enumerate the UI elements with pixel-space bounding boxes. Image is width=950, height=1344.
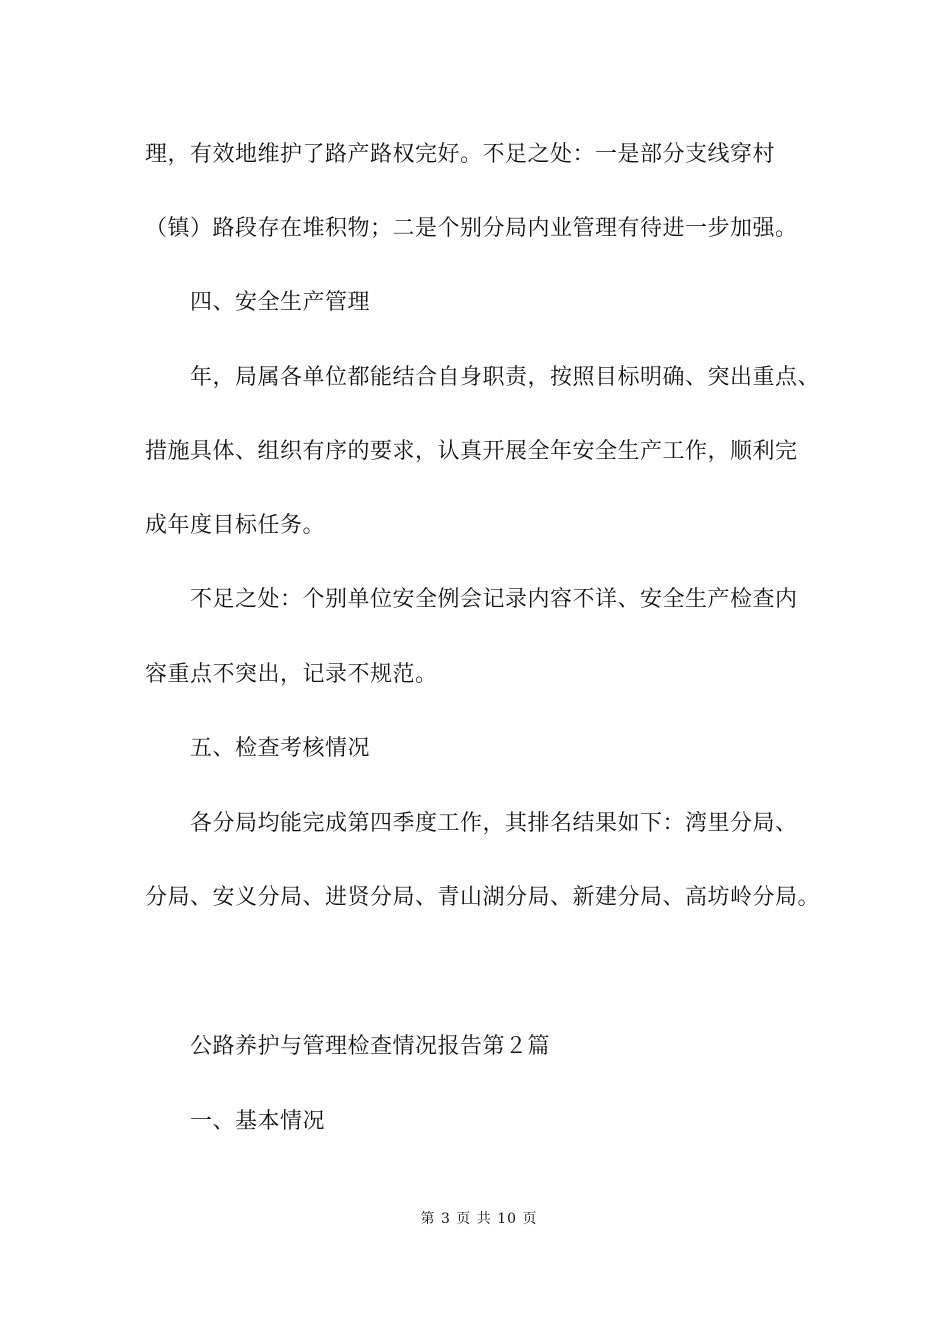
section-heading: 一、基本情况 — [190, 1109, 326, 1134]
body-text-line: 措施具体、组织有序的要求，认真开展全年安全生产工作，顺利完 — [145, 439, 798, 464]
body-text-line: 不足之处：个别单位安全例会记录内容不详、安全生产检查内 — [190, 587, 798, 612]
body-text-line: 年，局属各单位都能结合自身职责，按照目标明确、突出重点、 — [190, 365, 821, 390]
document-title: 公路养护与管理检查情况报告第２篇 — [190, 1034, 551, 1059]
body-text-line: 分局、安义分局、进贤分局、青山湖分局、新建分局、高坊岭分局。 — [145, 885, 821, 910]
body-text-line: 理，有效地维护了路产路权完好。不足之处：一是部分支线穿村 — [145, 142, 776, 167]
body-text-line: （镇）路段存在堆积物；二是个别分局内业管理有待进一步加强。 — [145, 216, 798, 241]
body-text-line: 各分局均能完成第四季度工作，其排名结果如下：湾里分局、 — [190, 811, 798, 836]
section-heading: 五、检查考核情况 — [190, 736, 371, 761]
body-text-line: 容重点不突出，记录不规范。 — [145, 662, 438, 687]
body-text-line: 成年度目标任务。 — [145, 513, 326, 538]
section-heading: 四、安全生产管理 — [190, 290, 371, 315]
page-number-footer: 第 3 页 共 10 页 — [420, 1211, 538, 1227]
